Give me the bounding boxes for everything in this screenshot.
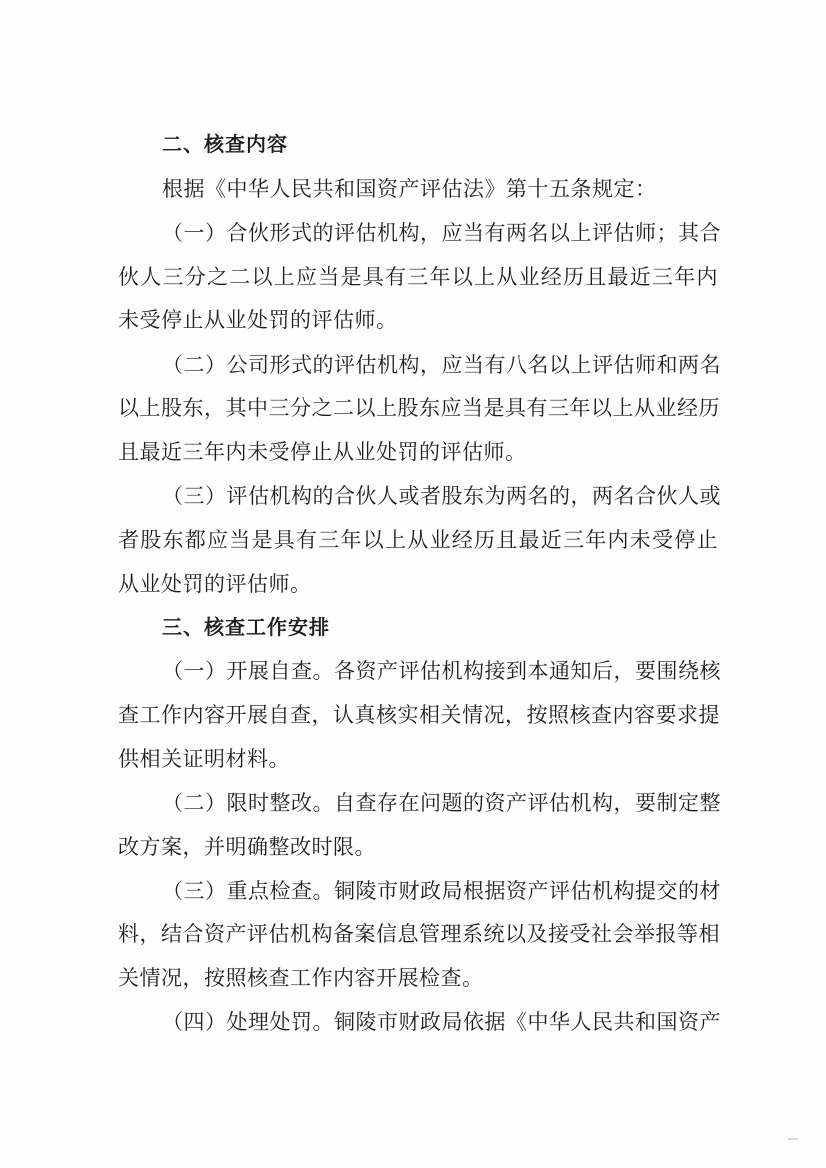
paragraph-line: 者股东都应当是具有三年以上从业经历且最近三年内未受停止: [118, 528, 718, 552]
paragraph-line: 伙人三分之二以上应当是具有三年以上从业经历且最近三年内: [118, 265, 718, 289]
paragraph-line: （三）评估机构的合伙人或者股东为两名的，两名合伙人或: [162, 484, 721, 508]
paragraph-line: （一）合伙形式的评估机构，应当有两名以上评估师；其合: [162, 221, 721, 245]
paragraph-line: （二）公司形式的评估机构，应当有八名以上评估师和两名: [162, 353, 721, 377]
paragraph-line: 改方案，并明确整改时限。: [118, 835, 376, 859]
paragraph-line: 料，结合资产评估机构备案信息管理系统以及接受社会举报等相: [118, 922, 720, 946]
paragraph-line: 从业处罚的评估师。: [118, 572, 312, 596]
paragraph-line: 关情况，按照核查工作内容开展检查。: [118, 966, 484, 990]
paragraph-line: 供相关证明材料。: [118, 747, 290, 771]
paragraph-line: （三）重点检查。铜陵市财政局根据资产评估机构提交的材: [162, 879, 721, 903]
paragraph-line: 且最近三年内未受停止从业处罚的评估师。: [118, 440, 527, 464]
paragraph-line: （四）处理处罚。铜陵市财政局依据《中华人民共和国资产: [162, 1010, 721, 1034]
section-heading-work-arrangement: 三、核查工作安排: [162, 615, 330, 639]
paragraph-line: 根据《中华人民共和国资产评估法》第十五条规定：: [162, 177, 657, 201]
paragraph-line: 查工作内容开展自查，认真核实相关情况，按照核查内容要求提: [118, 703, 720, 727]
paragraph-line: 以上股东，其中三分之二以上股东应当是具有三年以上从业经历: [118, 396, 720, 420]
section-heading-verification-content: 二、核查内容: [162, 132, 288, 156]
paragraph-line: 未受停止从业处罚的评估师。: [118, 308, 398, 332]
paragraph-line: （一）开展自查。各资产评估机构接到本通知后，要围绕核: [162, 659, 721, 683]
paragraph-line: （二）限时整改。自查存在问题的资产评估机构，要制定整: [162, 791, 721, 815]
scan-artifact: [788, 1138, 798, 1140]
